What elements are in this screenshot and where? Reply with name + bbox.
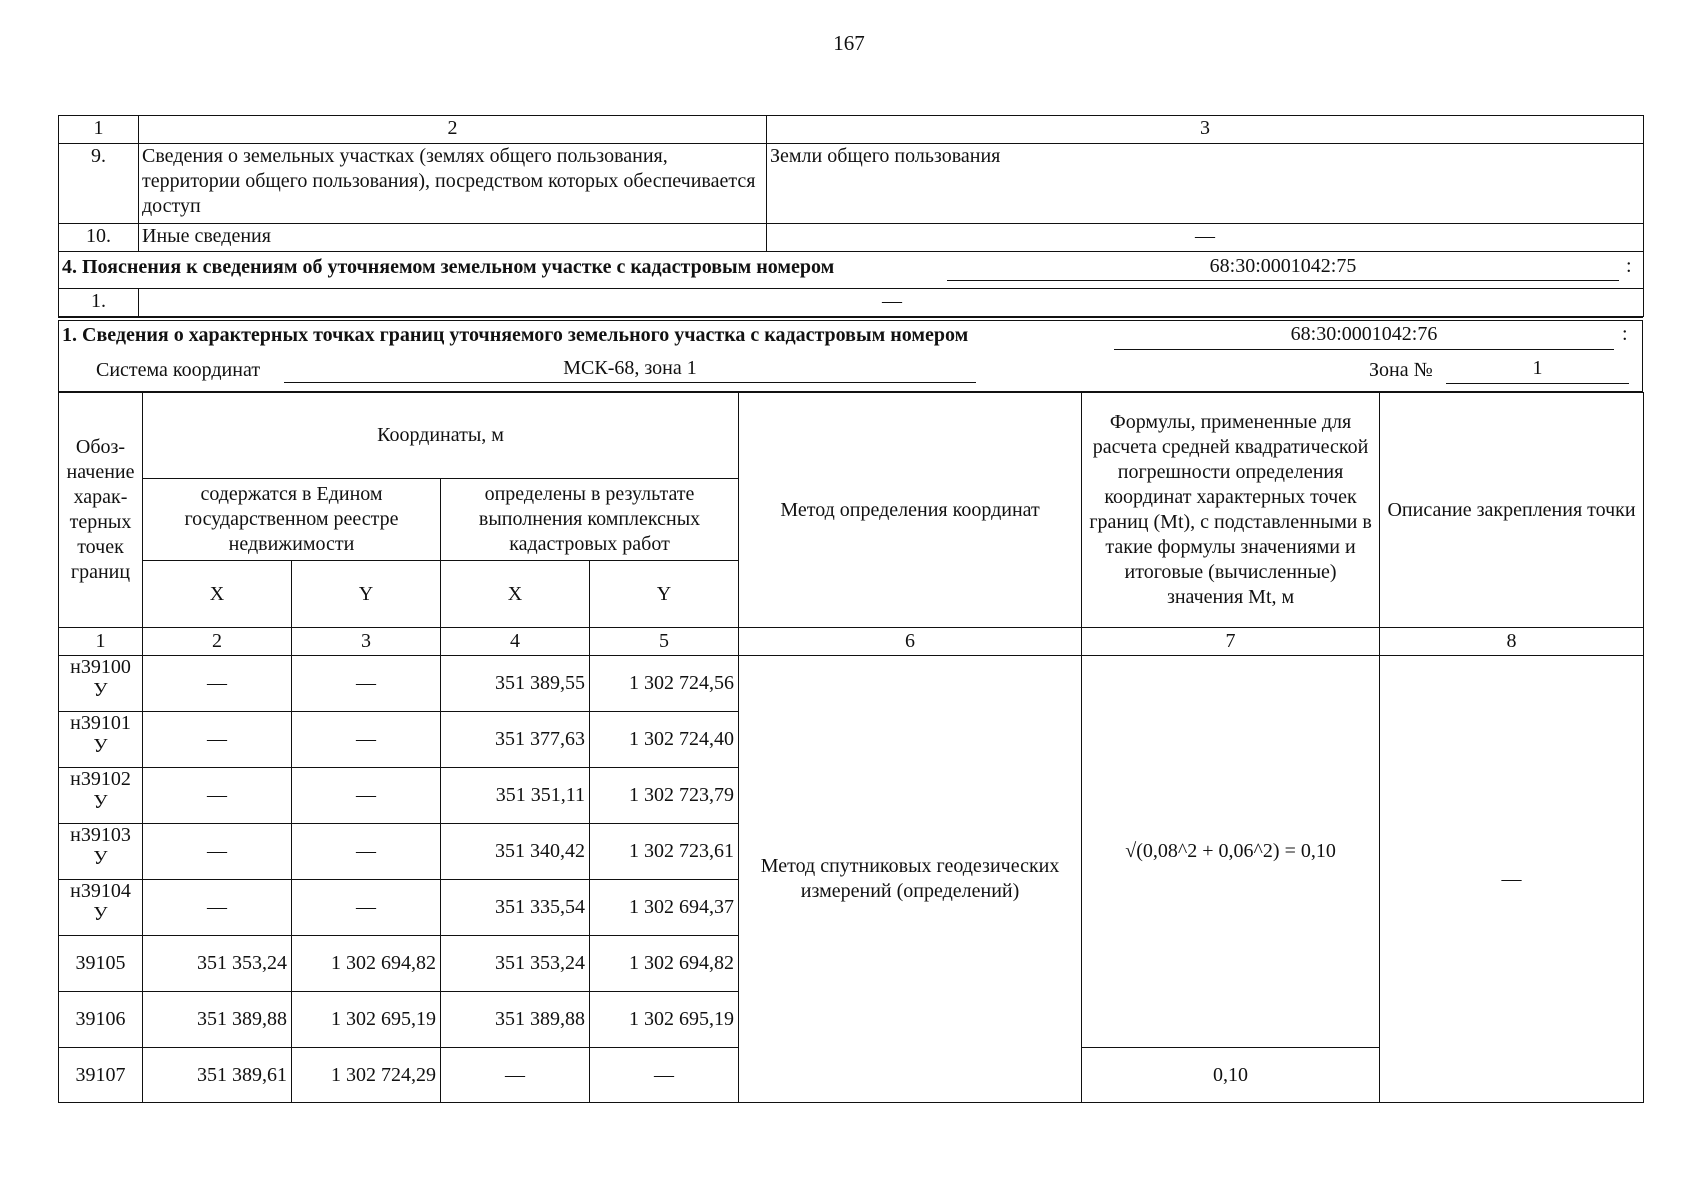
section-1-colon: :: [1622, 323, 1628, 345]
y-kkr: —: [590, 1048, 739, 1103]
col-header-3: 3: [767, 116, 1644, 144]
x-egrn: 351 353,24: [143, 936, 292, 992]
x-egrn: —: [143, 656, 292, 712]
page-number: 167: [833, 31, 865, 55]
x-egrn: —: [143, 712, 292, 768]
row-9-label: Сведения о земельных участках (землях общего пользования, территории общего пользования), посредством которых обеспечивается доступ: [139, 144, 767, 224]
x-kkr: —: [441, 1048, 590, 1103]
header-kkr: определены в результате выполнения комплексных кадастровых работ: [441, 479, 739, 561]
header-description: Описание закрепления точки: [1380, 393, 1644, 628]
row-9-value: Земли общего пользования: [767, 144, 1644, 224]
formula-last-value: 0,10: [1082, 1048, 1380, 1103]
y-kkr: 1 302 723,79: [590, 768, 739, 824]
point-name: н39101 У: [59, 712, 143, 768]
section-4-cadastral: 68:30:0001042:75: [947, 254, 1619, 281]
col-number-3: 3: [292, 628, 441, 656]
section-4-colon: :: [1626, 255, 1632, 277]
col-number-5: 5: [590, 628, 739, 656]
x-kkr: 351 351,11: [441, 768, 590, 824]
y-egrn: —: [292, 768, 441, 824]
coord-system-label: Система координат: [96, 359, 261, 381]
x-egrn: 351 389,61: [143, 1048, 292, 1103]
x-kkr: 351 340,42: [441, 824, 590, 880]
x-kkr: 351 389,88: [441, 992, 590, 1048]
col-number-1: 1: [59, 628, 143, 656]
section-4-row-value: —: [139, 289, 1644, 317]
col-number-8: 8: [1380, 628, 1644, 656]
method-value: Метод спутниковых геодезических измерений (определений): [739, 656, 1082, 1103]
header-y-egrn: Y: [292, 561, 441, 628]
top-table: [58, 115, 1644, 317]
header-formula: Формулы, примененные для расчета средней квадратической погрешности определения координат характерных точек границ (Mt), с подставленными в такие формулы значениями и итоговые (вычисленные) значения Mt, м: [1082, 393, 1380, 628]
table-row: [59, 656, 1644, 712]
section-4-row-number: 1.: [59, 289, 139, 317]
header-method: Метод определения координат: [739, 393, 1082, 628]
x-egrn: —: [143, 768, 292, 824]
y-egrn: —: [292, 880, 441, 936]
col-number-2: 2: [143, 628, 292, 656]
x-kkr: 351 377,63: [441, 712, 590, 768]
y-egrn: —: [292, 824, 441, 880]
point-name: 39107: [59, 1048, 143, 1103]
x-egrn: 351 389,88: [143, 992, 292, 1048]
col-header-2: 2: [139, 116, 767, 144]
header-x-kkr: X: [441, 561, 590, 628]
y-egrn: 1 302 724,29: [292, 1048, 441, 1103]
x-kkr: 351 389,55: [441, 656, 590, 712]
point-name: н39100 У: [59, 656, 143, 712]
col-header-1: 1: [59, 116, 139, 144]
point-name: н39104 У: [59, 880, 143, 936]
header-y-kkr: Y: [590, 561, 739, 628]
x-egrn: —: [143, 880, 292, 936]
header-point: Обоз-начение харак-терных точек границ: [59, 393, 143, 628]
x-egrn: —: [143, 824, 292, 880]
row-10-label: Иные сведения: [139, 224, 767, 252]
y-egrn: 1 302 694,82: [292, 936, 441, 992]
section-4-header: [59, 252, 1644, 289]
header-coords: Координаты, м: [143, 393, 739, 479]
point-name: н39102 У: [59, 768, 143, 824]
double-rule: [58, 317, 1643, 318]
section-1-title: 1. Сведения о характерных точках границ уточняемого земельного участка с кадастровым номером: [62, 324, 969, 346]
header-egrn: содержатся в Едином государственном реестре недвижимости: [143, 479, 441, 561]
col-number-6: 6: [739, 628, 1082, 656]
coordinates-table: [58, 392, 1644, 1103]
row-10-number: 10.: [59, 224, 139, 252]
point-name: н39103 У: [59, 824, 143, 880]
y-kkr: 1 302 694,82: [590, 936, 739, 992]
col-number-4: 4: [441, 628, 590, 656]
section-1-header: [58, 320, 1643, 392]
y-kkr: 1 302 724,40: [590, 712, 739, 768]
section-4-title: 4. Пояснения к сведениям об уточняемом земельном участке с кадастровым номером: [62, 256, 835, 278]
row-10-value: —: [767, 224, 1644, 252]
x-kkr: 351 335,54: [441, 880, 590, 936]
point-name: 39105: [59, 936, 143, 992]
y-egrn: —: [292, 712, 441, 768]
y-kkr: 1 302 695,19: [590, 992, 739, 1048]
section-1-cadastral: 68:30:0001042:76: [1114, 323, 1614, 350]
row-9-number: 9.: [59, 144, 139, 224]
col-number-7: 7: [1082, 628, 1380, 656]
y-kkr: 1 302 694,37: [590, 880, 739, 936]
description-value: —: [1380, 656, 1644, 1103]
y-kkr: 1 302 724,56: [590, 656, 739, 712]
x-kkr: 351 353,24: [441, 936, 590, 992]
coord-system-value: МСК-68, зона 1: [284, 357, 976, 383]
point-name: 39106: [59, 992, 143, 1048]
header-x-egrn: X: [143, 561, 292, 628]
y-egrn: —: [292, 656, 441, 712]
zone-value: 1: [1446, 357, 1629, 384]
zone-label: Зона №: [1369, 359, 1433, 381]
formula-value: √(0,08^2 + 0,06^2) = 0,10: [1082, 656, 1380, 1048]
y-kkr: 1 302 723,61: [590, 824, 739, 880]
y-egrn: 1 302 695,19: [292, 992, 441, 1048]
